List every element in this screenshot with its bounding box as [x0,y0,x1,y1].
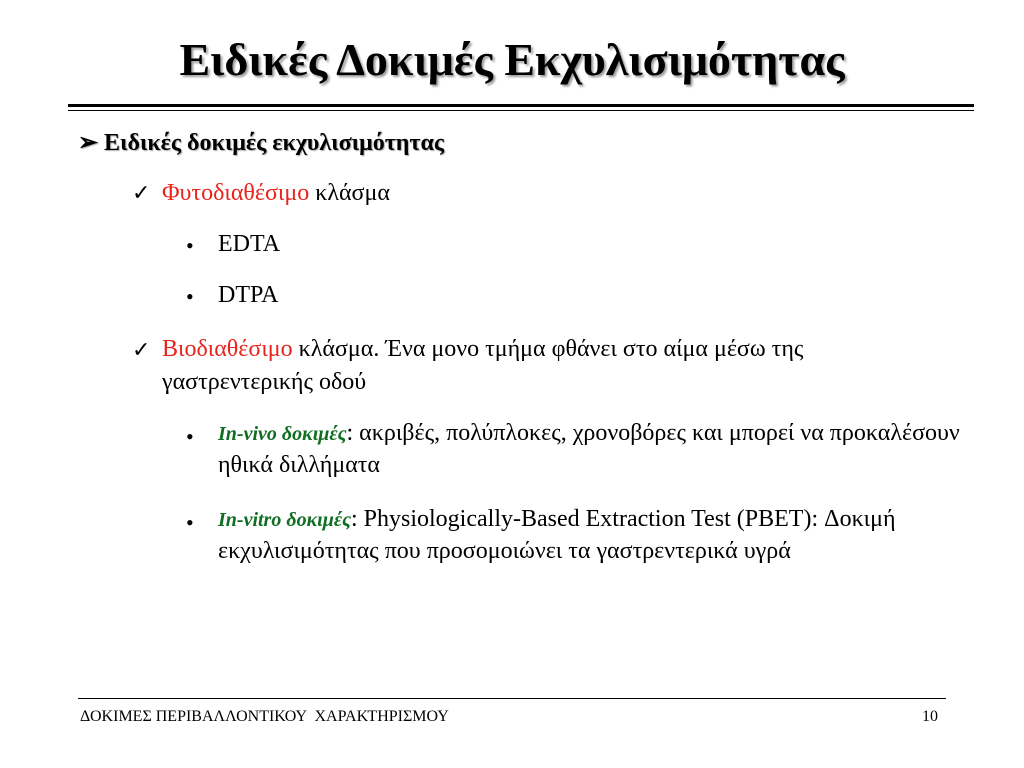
section-heading [78,128,444,157]
bullet-icon: • [186,510,194,535]
bullet-dtpa: DTPA [218,282,279,308]
section-heading-text: Ειδικές δοκιμές εκχυλισιμότητας [104,130,444,156]
slide-title: Ειδικές Δοκιμές Εκχυλισιμότητας [179,34,845,85]
bullet-edta: EDTA [218,231,281,257]
checkmark-icon: ✓ [132,337,151,362]
in-vivo-label: In-vivo δοκιμές [218,423,347,445]
footer-rule [78,698,946,699]
arrow-bullet-icon: ➢ [78,130,99,156]
bullet-icon: • [186,424,194,449]
bullet-in-vitro [218,504,968,567]
title-rule-thick [68,104,974,107]
in-vivo-text: : ακριβές, πολύπλοκες, χρονοβόρες και μπορεί να προκαλέσουν ηθικά διλλήματα [218,420,960,478]
phytoavailable-rest: κλάσμα [309,180,390,206]
list-item-bioavailable [162,333,942,399]
bullet-in-vivo [218,418,968,481]
phytoavailable-label: Φυτοδιαθέσιμο [162,180,310,206]
bioavailable-rest: κλάσμα. Ένα μονο τμήμα φθάνει στο αίμα μέσω της γαστρεντερικής οδού [162,336,804,395]
bullet-icon: • [186,233,194,258]
list-item-phytoavailable [162,177,390,210]
page-number: 10 [922,708,938,725]
checkmark-icon: ✓ [132,180,151,205]
bioavailable-label: Βιοδιαθέσιμο [162,336,293,362]
in-vitro-text: : Physiologically-Based Extraction Test (PBET): Δοκιμή εκχυλισιμότητας που προσομοιώνει τα γαστρεντερικά υγρά [218,506,896,564]
bullet-icon: • [186,284,194,309]
title-rule-thin [68,110,974,111]
footer-course-title: ΔΟΚΙΜΕΣ ΠΕΡΙΒΑΛΛΟΝΤΙΚΟΥ ΧΑΡΑΚΤΗΡΙΣΜΟΥ [80,708,449,725]
in-vitro-label: In-vitro δοκιμές [218,509,351,531]
